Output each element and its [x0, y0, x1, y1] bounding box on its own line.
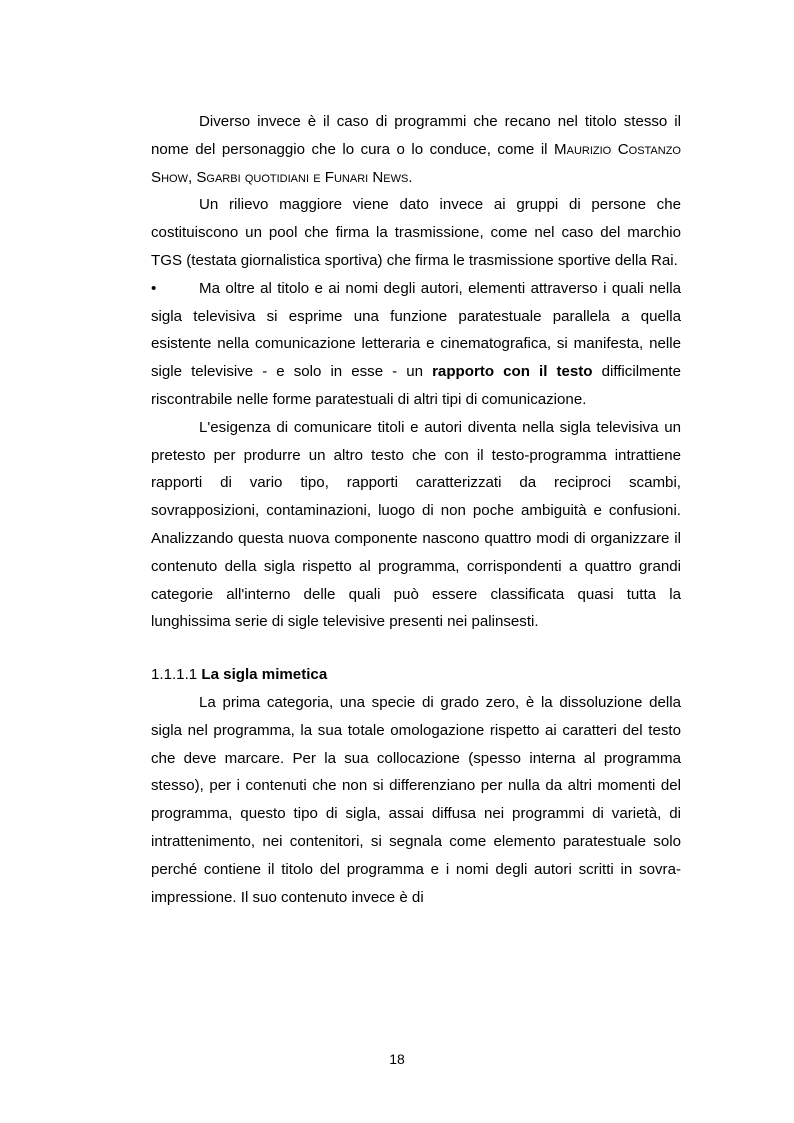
paragraph-5: La prima categoria, una specie di grado zero, è la dissoluzione della sigla nel programma, la sua totale omologazione rispetto ai caratteri del testo che deve marcare. Per la sua collocazione (spesso interna al programma stesso), per i contenuti che non si differenziano per nulla da altri momenti del programma, questo tipo di sigla, assai diffusa nei programmi di varietà, di intrattenimento, nei contenitori, si segnala come elemento paratestuale solo perché contiene il titolo del programma e i nomi degli autori scritti in sovra-impressione. Il suo contenuto invece è di	[151, 693, 681, 906]
section-title: La sigla mimetica	[201, 666, 328, 684]
section-number: 1.1.1.1	[151, 666, 198, 684]
bullet-icon: •	[151, 279, 157, 297]
paragraph-2: Un rilievo maggiore viene dato invece ai gruppi di persone che costituiscono un pool che firma la trasmissione, come nel caso del marchio TGS (testata giornalistica sportiva) che firma le trasmissione sportive della Rai.	[151, 196, 681, 269]
paragraph-1: Diverso invece è il caso di programmi che recano nel titolo stesso il nome del personaggio che lo cura o lo conduce, come il Maurizio Costanzo Show, Sgarbi quotidiani e Funari News.	[151, 113, 681, 186]
show-title-funari: Funari News	[324, 168, 409, 186]
paragraph-4: L'esigenza di comunicare titoli e autori diventa nella sigla televisiva un pretesto per produrre un altro testo che con il testo-programma intrattiene rapporti di vario tipo, rapporti caratterizzati da reciproci scambi, sovrapposizioni, contaminazioni, luogo di non poche ambiguità e confusioni. Analizzando questa nuova componente nascono quattro modi di organizzare il contenuto della sigla rispetto al programma, corrispondenti a quattro grandi categorie all'interno delle quali può essere classificata quasi tutta la lunghissima serie di sigle televisive presenti nei palinsesti.	[151, 418, 681, 631]
document-page	[151, 108, 681, 911]
paragraph-1-text: Diverso invece è il caso di programmi che recano nel titolo stesso il nome del personaggio che lo cura o lo conduce, come il	[151, 113, 681, 158]
bold-phrase: rapporto con il testo	[432, 363, 593, 381]
show-title-costanzo: Maurizio Costanzo Show	[151, 140, 681, 186]
bullet-paragraph: • Ma oltre al titolo e ai nomi degli autori, elementi attraverso i quali nella sigla televisiva si esprime una funzione paratestuale parallela a quella esistente nella comunicazione letteraria e cinematografica, si manifesta, nelle sigle televisive - e solo in esse - un rapporto con il testo difficilmente riscontrabile nelle forme paratestuali di altri tipi di comunicazione.	[151, 275, 681, 414]
page-number: 18	[389, 1051, 405, 1067]
section-heading	[151, 661, 681, 689]
show-title-sgarbi: Sgarbi quotidiani	[196, 168, 310, 186]
